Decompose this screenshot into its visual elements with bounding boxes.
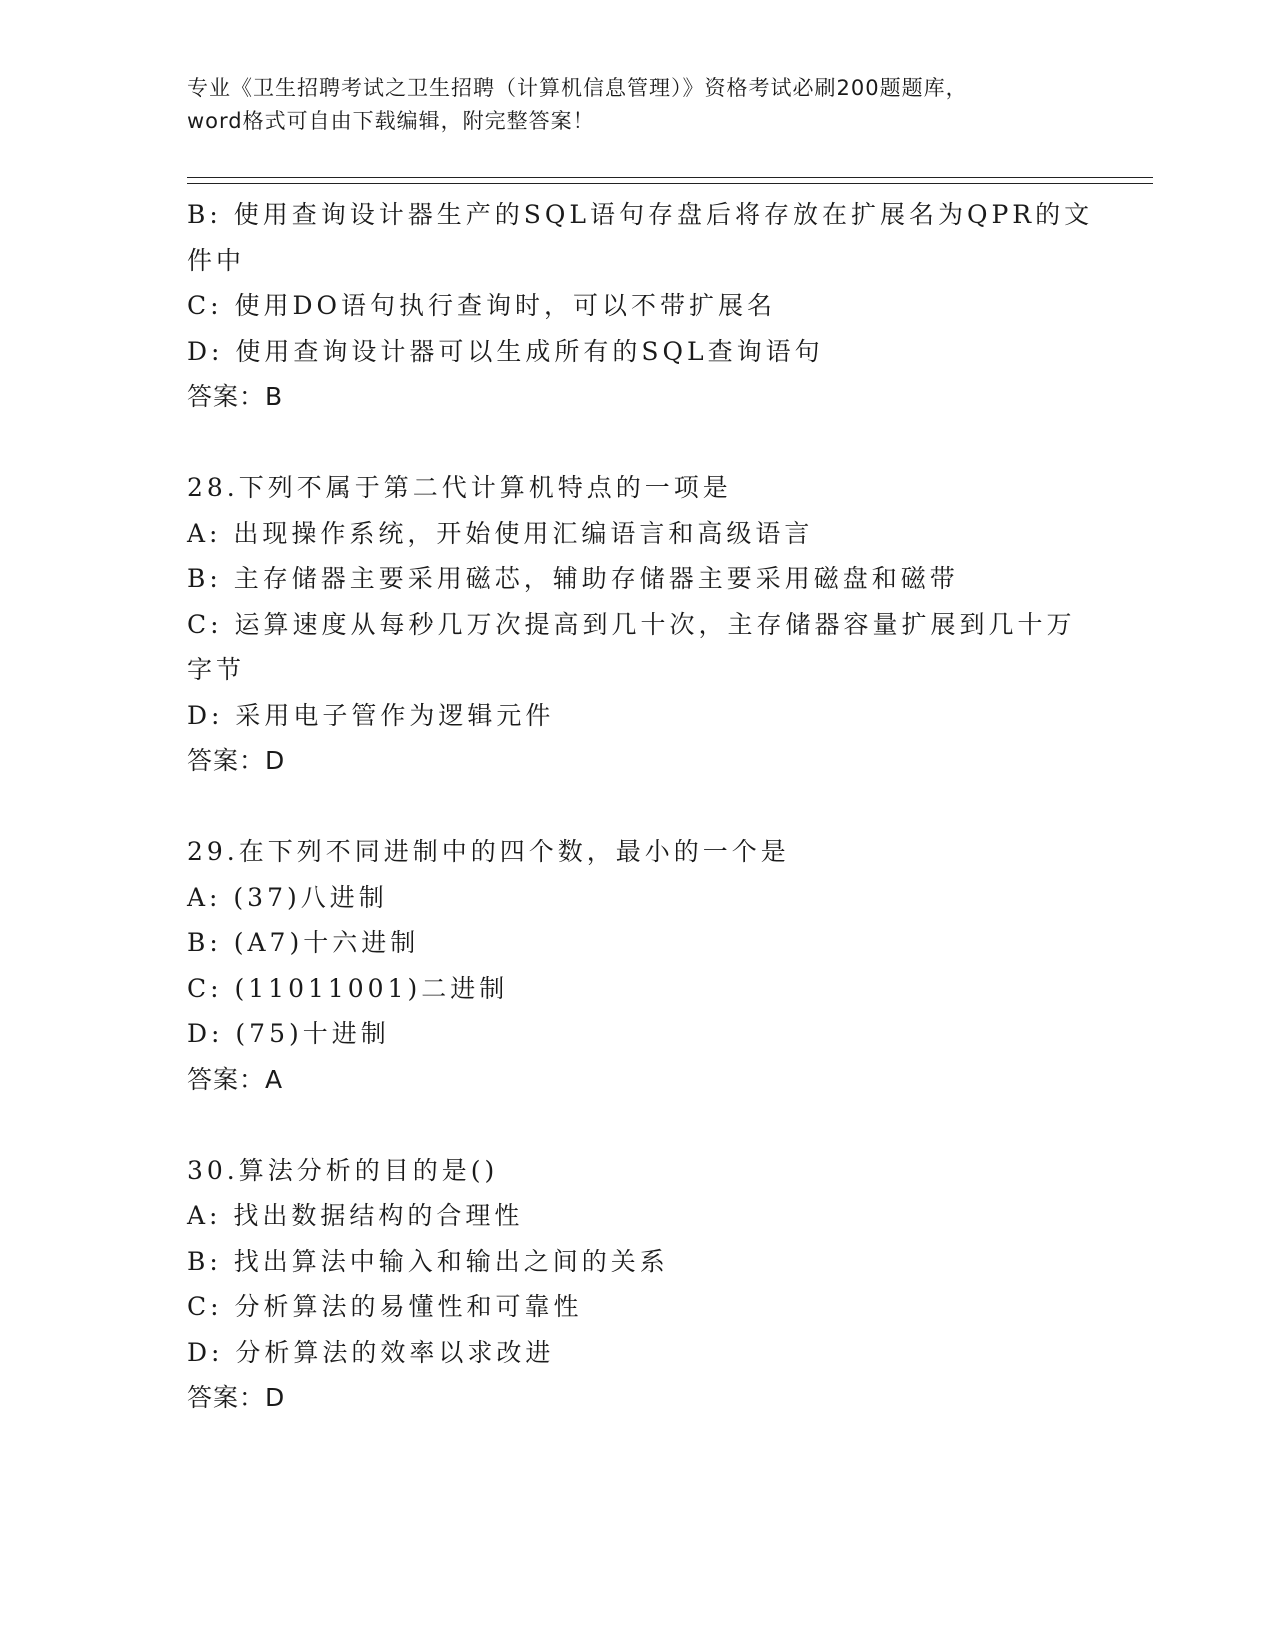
header-divider-bottom — [187, 183, 1153, 184]
question-28 — [187, 465, 1087, 784]
answer: 答案：D — [187, 746, 286, 775]
header-divider-top — [187, 177, 1153, 178]
spacer — [187, 420, 1087, 466]
option-c: C: 使用DO语句执行查询时，可以不带扩展名 — [187, 291, 777, 320]
option-b-line-1: B: 使用查询设计器生产的SQL语句存盘后将存放在扩展名为QPR的文 — [187, 200, 1094, 229]
option-b: B: (A7)十六进制 — [187, 928, 420, 957]
option-a: A: 找出数据结构的合理性 — [187, 1201, 524, 1230]
question-stem: 30.算法分析的目的是() — [187, 1155, 499, 1185]
option-b: B: 主存储器主要采用磁芯，辅助存储器主要采用磁盘和磁带 — [187, 564, 959, 593]
header-line-2: word格式可自由下载编辑，附完整答案！ — [187, 109, 595, 133]
document-body — [187, 192, 1094, 1421]
header-line-1: 专业《卫生招聘考试之卫生招聘（计算机信息管理）》资格考试必刷200题题库， — [187, 76, 968, 100]
option-c-line-1: C: 运算速度从每秒几万次提高到几十次，主存储器容量扩展到几十万 — [187, 609, 1076, 639]
document-header — [187, 72, 1087, 138]
option-d: D: 分析算法的效率以求改进 — [187, 1337, 555, 1367]
question-27-continued — [187, 192, 1094, 420]
option-b: B: 找出算法中输入和输出之间的关系 — [187, 1246, 669, 1276]
option-d: D: (75)十进制 — [187, 1019, 390, 1048]
option-b-line-2: 件中 — [187, 245, 246, 275]
question-29 — [187, 829, 1087, 1102]
option-a: A: (37)八进制 — [187, 882, 388, 912]
option-c: C: 分析算法的易懂性和可靠性 — [187, 1292, 583, 1321]
spacer — [187, 784, 1087, 830]
option-c: C: (11011001)二进制 — [187, 973, 509, 1003]
option-d: D: 采用电子管作为逻辑元件 — [187, 700, 555, 730]
spacer — [187, 1102, 1087, 1148]
option-d: D: 使用查询设计器可以生成所有的SQL查询语句 — [187, 336, 824, 366]
option-c-line-2: 字节 — [187, 655, 246, 684]
question-stem: 28.下列不属于第二代计算机特点的一项是 — [187, 473, 732, 502]
answer: 答案：D — [187, 1383, 286, 1412]
question-30 — [187, 1148, 1087, 1421]
option-a: A: 出现操作系统，开始使用汇编语言和高级语言 — [187, 518, 814, 548]
answer: 答案：A — [187, 1064, 284, 1094]
question-stem: 29.在下列不同进制中的四个数，最小的一个是 — [187, 837, 790, 866]
answer: 答案：B — [187, 382, 284, 411]
